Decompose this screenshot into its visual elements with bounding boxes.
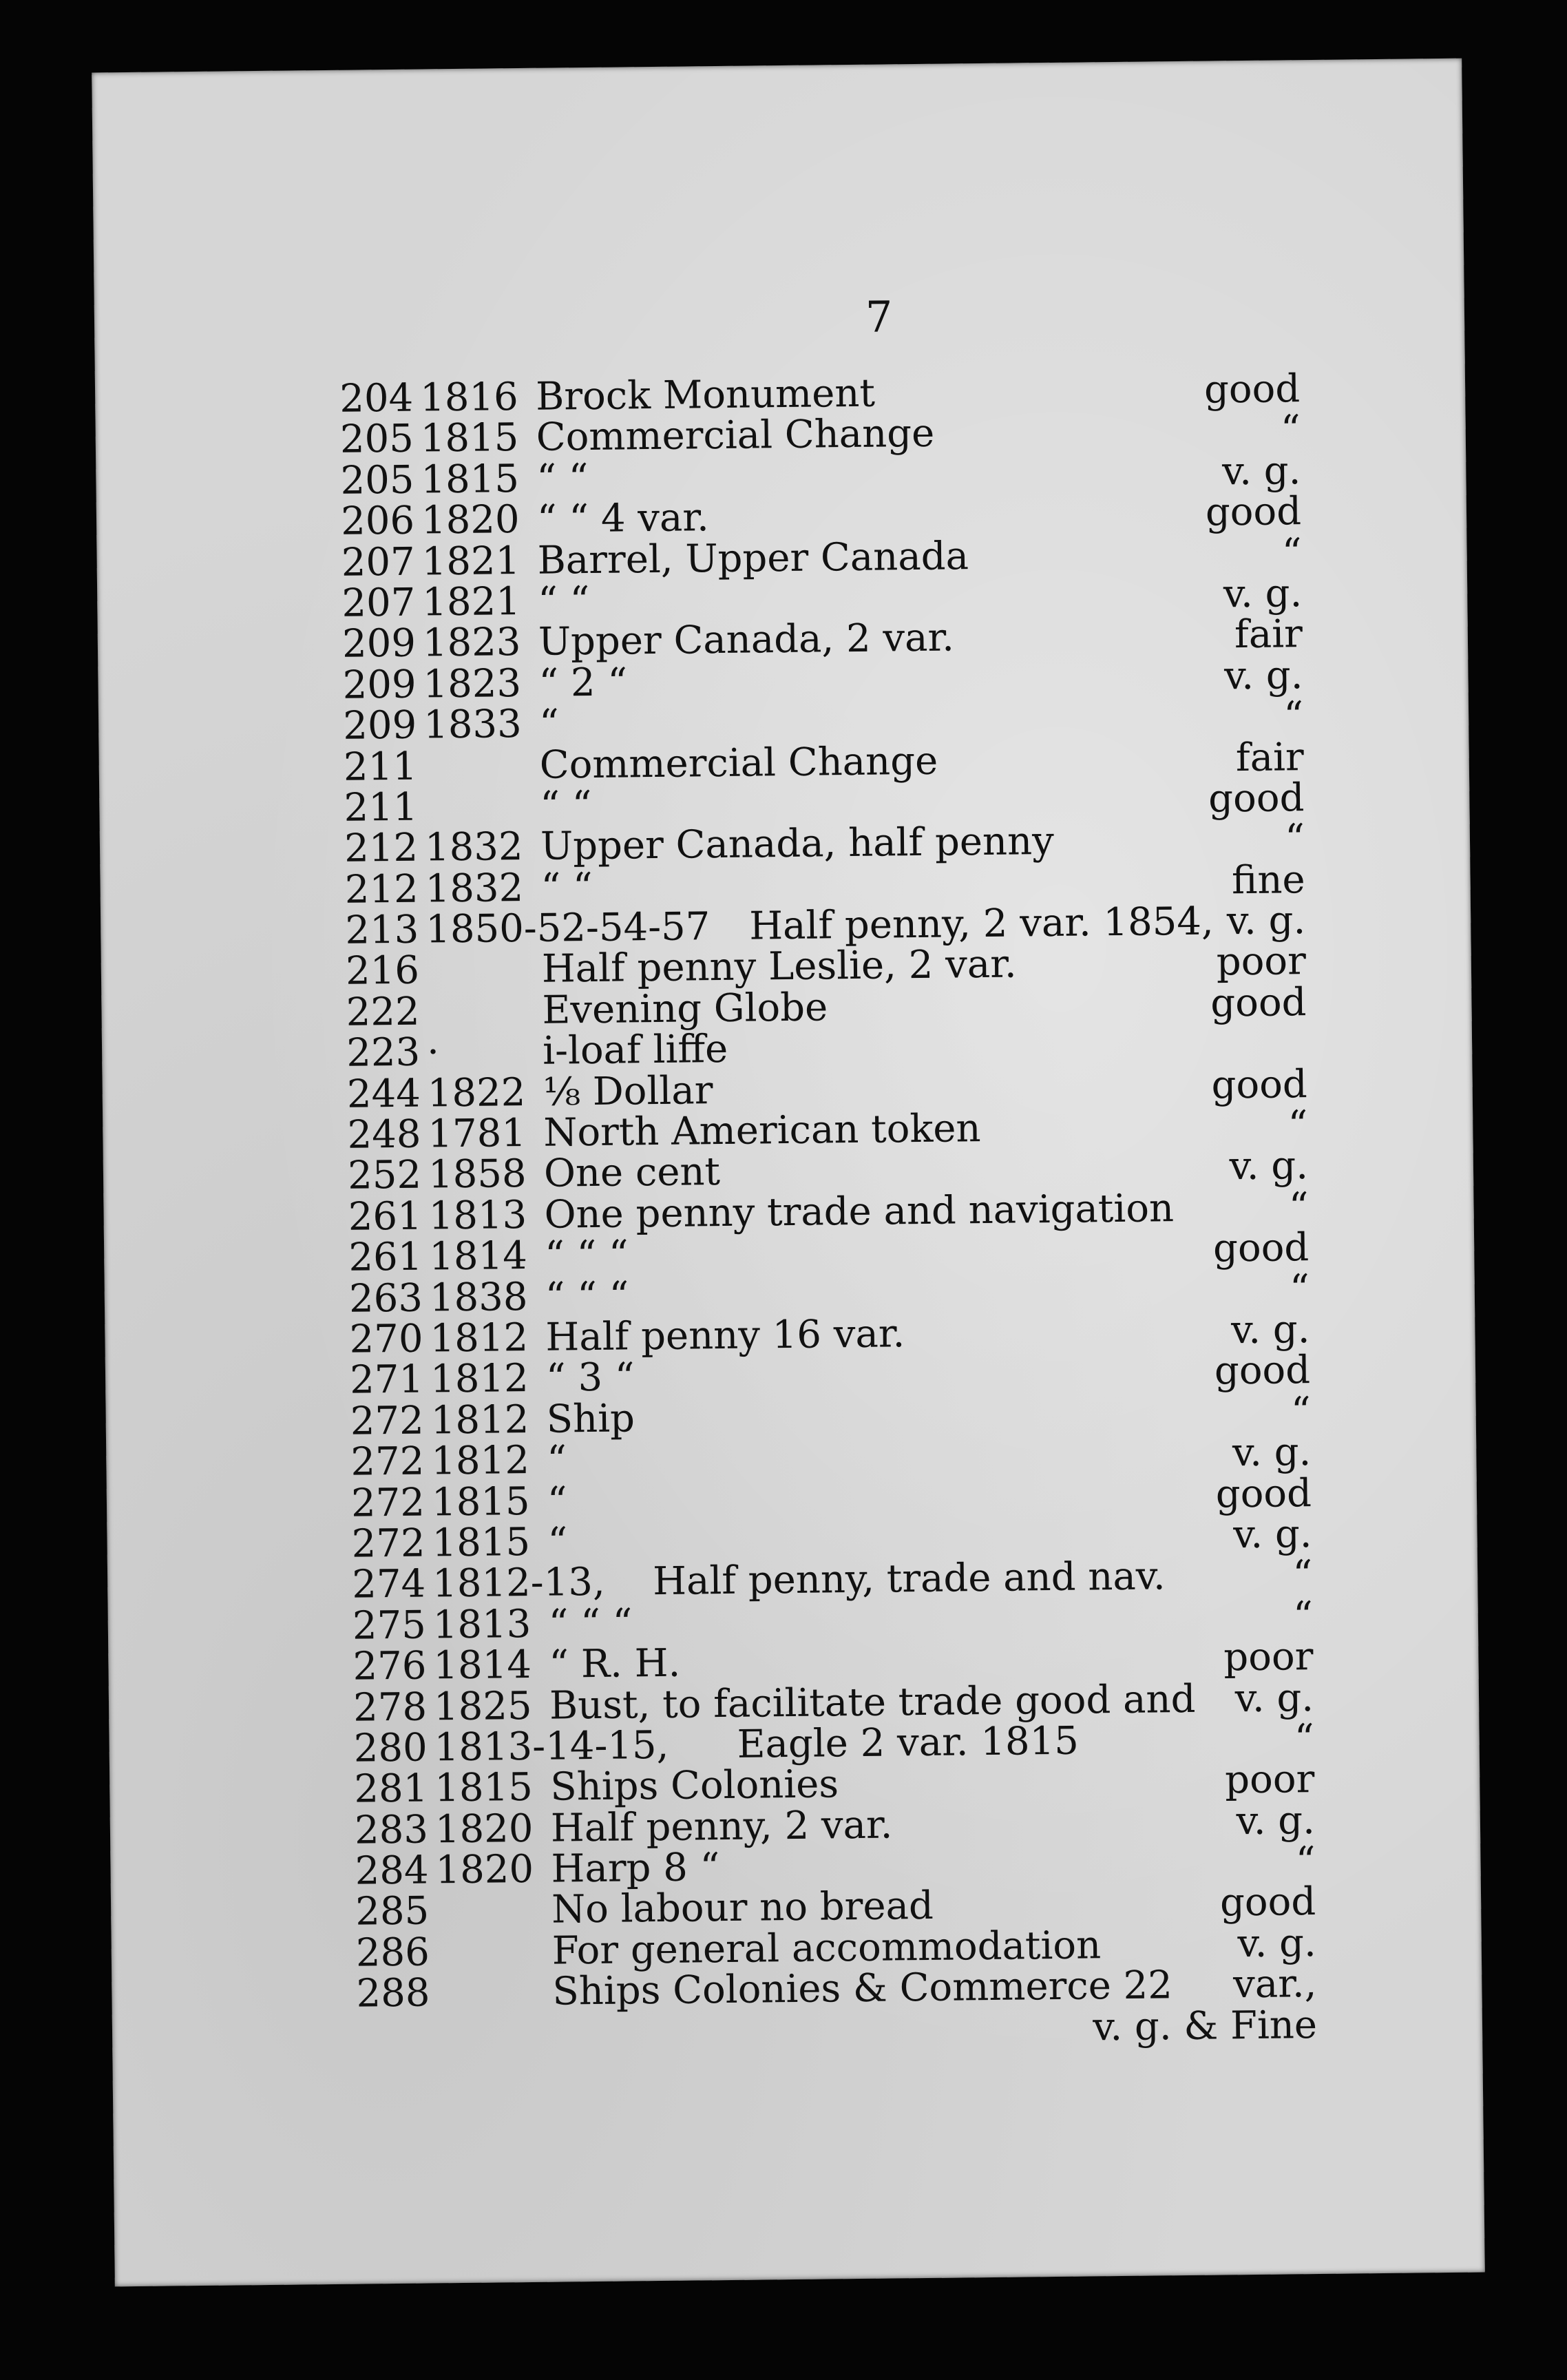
- condition: “: [1287, 1103, 1308, 1148]
- condition: “: [1280, 407, 1301, 452]
- year: 1820: [421, 497, 520, 543]
- description: “ “ “: [545, 1273, 629, 1319]
- catalog-number: 212: [344, 825, 419, 872]
- description: One cent: [543, 1149, 721, 1197]
- condition: v. g.: [1221, 448, 1301, 494]
- condition: “: [1283, 693, 1304, 739]
- catalog-number: 248: [347, 1111, 421, 1158]
- description: North American token: [543, 1106, 981, 1156]
- catalog-number: 211: [343, 744, 418, 790]
- condition: fair: [1234, 612, 1303, 658]
- year: 1812: [430, 1397, 529, 1443]
- condition: “: [1294, 1715, 1314, 1762]
- condition: good: [1219, 1879, 1316, 1925]
- catalog-number: 288: [356, 1970, 430, 2016]
- condition: “: [1292, 1552, 1313, 1598]
- condition: “: [1281, 530, 1302, 576]
- condition: v. g.: [1232, 1512, 1312, 1558]
- catalog-number: 278: [353, 1684, 428, 1731]
- description: Commercial Change: [539, 738, 938, 788]
- year: 1814: [433, 1642, 532, 1689]
- condition: “: [1284, 816, 1305, 862]
- description: Ships Colonies: [549, 1762, 839, 1810]
- catalog-number: 271: [349, 1357, 424, 1403]
- catalog-number: 205: [339, 417, 414, 463]
- description: Brock Monument: [535, 370, 876, 419]
- description: “ “ “: [544, 1232, 629, 1278]
- condition: “: [1290, 1388, 1312, 1434]
- catalog-number: 212: [344, 866, 419, 912]
- catalog-number: 261: [348, 1234, 423, 1280]
- year: 1821: [421, 578, 521, 625]
- condition: poor: [1224, 1757, 1315, 1803]
- description: Evening Globe: [542, 985, 828, 1033]
- catalog-number: 280: [353, 1725, 428, 1771]
- year: 1820: [434, 1806, 534, 1852]
- catalog-number: 285: [355, 1888, 430, 1935]
- year: 1833: [423, 702, 523, 748]
- catalog-number: 286: [355, 1930, 430, 1976]
- description: “ “: [540, 864, 593, 910]
- catalog-number: 211: [344, 784, 418, 831]
- description: Upper Canada, 2 var.: [538, 615, 955, 665]
- description: Half penny, 2 var.: [550, 1802, 893, 1851]
- description: “ “: [540, 782, 592, 828]
- year: 1832: [424, 824, 523, 870]
- year: 1825: [433, 1683, 532, 1729]
- description: For general accommodation: [551, 1923, 1102, 1974]
- condition: good: [1212, 1225, 1310, 1271]
- description: Harp 8 “: [551, 1845, 720, 1892]
- year: ·: [426, 1030, 440, 1075]
- year: 1812: [431, 1438, 530, 1484]
- catalog-number: 276: [353, 1643, 427, 1689]
- year: 1815: [432, 1519, 531, 1566]
- catalog-number: 284: [355, 1848, 429, 1894]
- condition: v. g.: [1229, 1143, 1309, 1189]
- condition: fine: [1231, 857, 1305, 903]
- year: 1815: [434, 1765, 534, 1811]
- description: Commercial Change: [536, 411, 935, 461]
- condition: v. g.: [1232, 1430, 1312, 1476]
- condition: good: [1215, 1470, 1312, 1517]
- catalog-number: 216: [345, 948, 420, 994]
- year: 1822: [427, 1069, 526, 1116]
- catalog-number: 206: [340, 498, 415, 544]
- condition: good: [1211, 1061, 1308, 1108]
- condition: v. g.: [1237, 1920, 1317, 1967]
- year: 1858: [428, 1151, 527, 1198]
- year: 1850-52-54-57: [425, 904, 711, 952]
- description: “: [547, 1437, 567, 1483]
- condition: good: [1205, 489, 1302, 535]
- description: “ “ “: [548, 1600, 633, 1647]
- catalog-number: 209: [342, 662, 417, 708]
- condition: fair: [1235, 734, 1305, 780]
- condition: v. g.: [1226, 898, 1306, 944]
- year: 1815: [420, 415, 519, 461]
- condition: v. g.: [1223, 652, 1303, 699]
- description: Half penny, 2 var. 1854,: [748, 899, 1214, 949]
- year: 1821: [421, 538, 520, 585]
- condition: v. g.: [1234, 1675, 1314, 1721]
- year: 1813-14-15,: [434, 1722, 669, 1771]
- catalog-number: 272: [350, 1480, 425, 1526]
- description: ⅛ Dollar: [543, 1067, 713, 1115]
- description: i-loaf liffe: [542, 1027, 728, 1074]
- catalog-number: 274: [352, 1561, 426, 1607]
- condition: “: [1292, 1593, 1314, 1639]
- catalog-number: 272: [350, 1398, 425, 1444]
- description: Bust, to facilitate trade good and: [549, 1676, 1196, 1729]
- year: 1812: [430, 1315, 529, 1361]
- catalog-number: 222: [346, 989, 420, 1035]
- description: Half penny, trade and nav.: [652, 1554, 1166, 1605]
- description: “ 2 “: [538, 660, 628, 706]
- page-number: 7: [865, 291, 893, 342]
- description: “ “: [537, 578, 590, 624]
- coin-list: [329, 366, 1317, 2054]
- description: “ “ 4 var.: [536, 495, 710, 542]
- catalog-number: 207: [341, 539, 416, 585]
- catalog-number: 252: [347, 1153, 422, 1199]
- condition: “: [1288, 1184, 1309, 1230]
- condition: v. g.: [1223, 571, 1303, 617]
- description: “ 3 “: [545, 1355, 635, 1401]
- condition: poor: [1216, 939, 1307, 985]
- condition: var.,: [1232, 1961, 1317, 2007]
- catalog-number: 209: [342, 702, 417, 749]
- condition: good: [1208, 775, 1305, 822]
- description: Half penny 16 var.: [545, 1311, 905, 1360]
- catalog-number: 213: [345, 907, 419, 953]
- scanned-page: [92, 59, 1485, 2287]
- year: 1838: [429, 1274, 528, 1321]
- description: “: [547, 1519, 568, 1565]
- year: 1823: [423, 660, 522, 707]
- description: “ R. H.: [549, 1640, 681, 1687]
- year: 1816: [419, 375, 519, 421]
- condition: v. g.: [1230, 1307, 1310, 1353]
- catalog-number: 207: [341, 580, 416, 626]
- description: Barrel, Upper Canada: [537, 533, 969, 583]
- year: 1815: [431, 1479, 530, 1525]
- catalog-number: 205: [340, 457, 414, 503]
- catalog-number: 270: [349, 1316, 423, 1362]
- description: Ships Colonies & Commerce 22: [552, 1963, 1173, 2014]
- year: 1820: [435, 1846, 534, 1893]
- description: “: [538, 701, 560, 747]
- catalog-number: 223: [346, 1030, 421, 1076]
- catalog-number: 283: [354, 1807, 429, 1853]
- description: “: [547, 1478, 567, 1524]
- condition: good: [1210, 979, 1307, 1026]
- year: 1832: [425, 865, 524, 912]
- catalog-number: 244: [346, 1071, 421, 1117]
- year: 1813: [432, 1601, 532, 1648]
- catalog-number: 263: [348, 1275, 423, 1322]
- catalog-number: 281: [354, 1766, 428, 1812]
- description: No labour no bread: [551, 1883, 934, 1933]
- year: 1812: [430, 1356, 529, 1402]
- catalog-number: 275: [352, 1603, 427, 1649]
- year: 1781: [428, 1111, 527, 1157]
- catalog-number: 209: [341, 620, 417, 667]
- catalog-number: 204: [339, 375, 414, 421]
- condition: “: [1289, 1266, 1310, 1311]
- condition: “: [1295, 1839, 1316, 1884]
- year: 1815: [421, 456, 520, 503]
- year: 1823: [422, 620, 521, 666]
- year: 1812-13,: [432, 1560, 606, 1607]
- description: Eagle 2 var. 1815: [737, 1718, 1080, 1767]
- description: One penny trade and navigation: [544, 1185, 1175, 1238]
- condition: poor: [1223, 1634, 1314, 1680]
- year: 1813: [428, 1192, 527, 1239]
- description: “ “: [536, 455, 589, 501]
- description: Upper Canada, half penny: [540, 819, 1055, 870]
- year: 1814: [428, 1233, 528, 1280]
- condition: v. g.: [1236, 1797, 1316, 1844]
- catalog-number: 272: [351, 1521, 425, 1567]
- description: Half penny Leslie, 2 var.: [541, 941, 1017, 992]
- condition: good: [1203, 366, 1301, 413]
- catalog-number: 272: [350, 1439, 425, 1485]
- continuation-text: v. g. & Fine: [1093, 2002, 1318, 2050]
- description: Ship: [546, 1396, 635, 1442]
- condition: good: [1214, 1348, 1311, 1394]
- catalog-number: 261: [348, 1193, 422, 1240]
